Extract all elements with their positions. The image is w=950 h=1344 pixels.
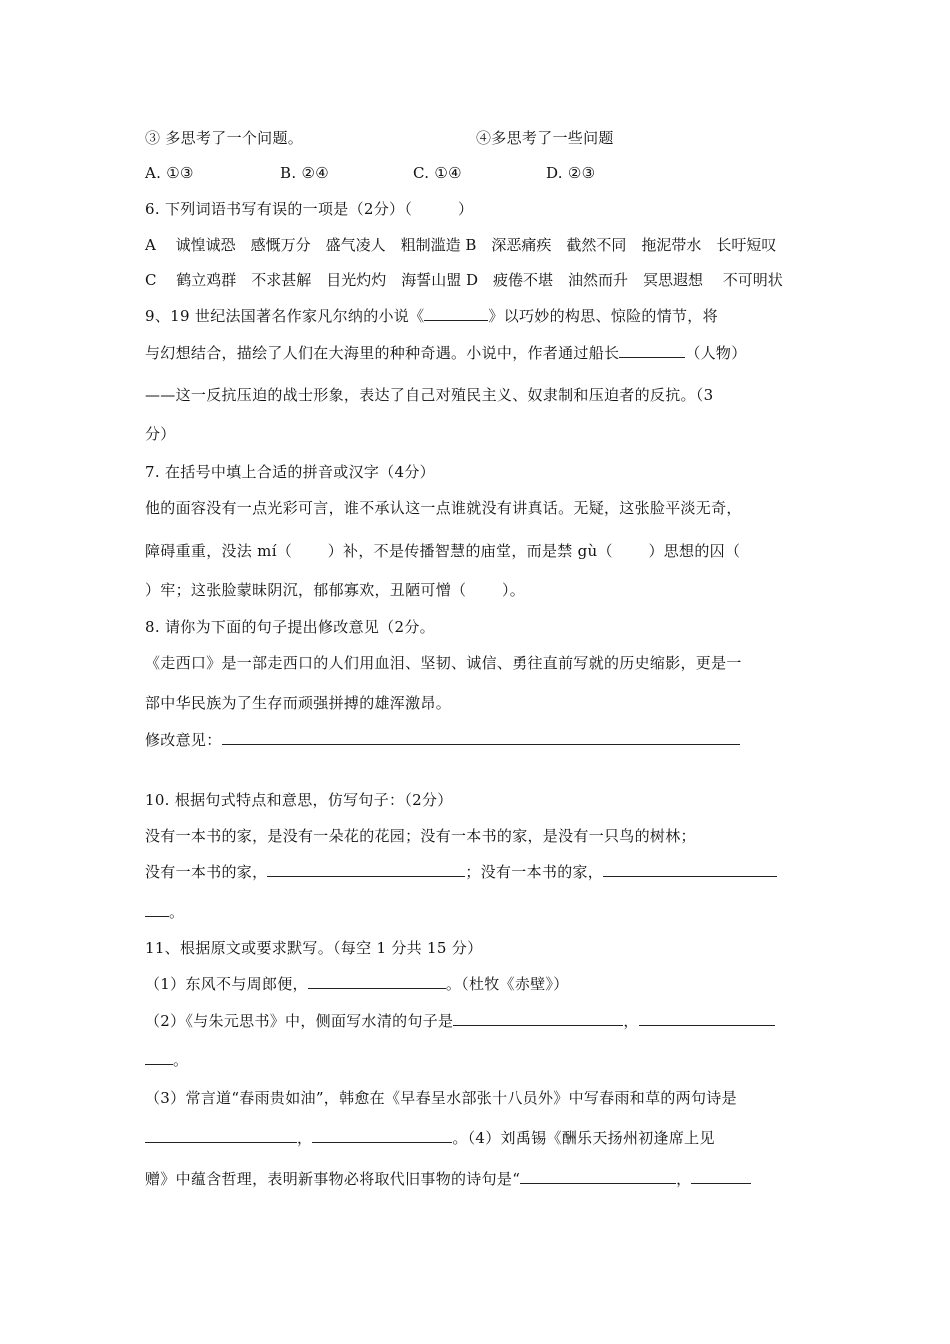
q10-blank-2[interactable] [603,862,777,877]
q9-line-1 [145,306,810,326]
revision-blank[interactable] [222,730,740,745]
q11-2-blank-2[interactable] [639,1011,775,1026]
q11-4-text-2: 赠》中蕴含哲理，表明新事物必将取代旧事物的诗句是“ [145,1170,521,1188]
q11-2-text: （2）《与朱元思书》中，侧面写水清的句子是 [145,1012,454,1030]
q10-period: 。 [169,903,185,921]
q10-stem: 10. 根据句式特点和意思，仿写句子：（2分） [145,791,453,809]
q10-example: 没有一本书的家，是没有一朵花的花园；没有一本书的家，是没有一只鸟的树林； [145,827,696,845]
q11-3-blank-1[interactable] [145,1128,297,1143]
choice-d: D. ②③ [546,164,596,182]
q7-stem: 7. 在括号中填上合适的拼音或汉字（4分） [145,463,435,481]
q9-text-4: （人物） [685,344,747,362]
q11-4-comma: ， [676,1170,692,1188]
q6-line-1: A 诚惶诚恐 感慨万分 盛气凌人 粗制滥造 B 深恶痛疾 截然不同 拖泥带水 长吁短叹 [145,236,777,254]
q11-2-period: 。 [173,1051,189,1069]
q11-2-blank-2-continued[interactable] [145,1050,173,1065]
q11-item-2-continue [145,1050,810,1070]
revision-label: 修改意见： [145,731,222,749]
q10-text-1: 没有一本书的家， [145,863,268,881]
q9-text-2: 》以巧妙的构思、惊险的情节，将 [488,307,718,325]
q11-item-3: （3）常言道“春雨贵如油”，韩愈在《早春呈水部张十八员外》中写春雨和草的两句诗是 [145,1089,737,1107]
q11-1-source: 。（杜牧《赤壁》） [445,975,569,993]
choice-a: A. ①③ [145,164,194,182]
q9-text-1: 9、19 世纪法国著名作家凡尔纳的小说《 [145,307,425,325]
q7-line-1: 他的面容没有一点光彩可言，谁不承认这一点谁就没有讲真话。无疑，这张脸平淡无奇， [145,499,742,517]
q9-text-3: 与幻想结合，描绘了人们在大海里的种种奇遇。小说中，作者通过船长 [145,344,620,362]
q11-item-1 [145,974,810,994]
q11-1-blank[interactable] [308,974,446,989]
q8-line-1: 《走西口》是一部走西口的人们用血泪、坚韧、诚信、勇往直前写就的历史缩影，更是一 [145,654,742,672]
option-4: ④多思考了一些问题 [476,129,614,147]
q11-3-comma: ， [297,1129,313,1147]
q11-item-3-answer [145,1128,810,1148]
q11-item-2 [145,1011,810,1031]
q11-4-text: 。（4）刘禹锡《酬乐天扬州初逢席上见 [452,1129,715,1147]
q11-3-blank-2[interactable] [312,1128,452,1143]
choice-b: B. ②④ [280,164,329,182]
q11-4-blank-1[interactable] [520,1169,676,1184]
q9-line-2 [145,343,810,363]
q9-line-3: ——这一反抗压迫的战士形象，表达了自己对殖民主义、奴隶制和压迫者的反抗。（3 [145,386,714,404]
q5-option-row-1 [145,128,810,148]
q10-blank-1[interactable] [267,862,465,877]
q10-continue-row [145,902,810,922]
q8-line-2: 部中华民族为了生存而顽强拼搏的雄浑激昂。 [145,694,452,712]
q11-item-4 [145,1169,810,1189]
q7-line-2: 障碍重重，没法 mí（ ）补，不是传播智慧的庙堂，而是禁 gù（ ）思想的囚（ [145,542,741,560]
q6-line-2: C 鹤立鸡群 不求甚解 目光灼灼 海誓山盟 D 疲倦不堪 油然而升 冥思遐想 不可明状 [145,271,783,289]
q11-2-comma: ， [623,1012,639,1030]
q8-revision-row [145,730,810,750]
q7-line-3: ）牢；这张脸蒙昧阴沉，郁郁寡欢，丑陋可憎（ ）。 [145,581,526,599]
q10-answer-row [145,862,810,882]
q11-1-text: （1）东风不与周郎便， [145,975,308,993]
q6-stem: 6. 下列词语书写有误的一项是（2分）（ ） [145,200,474,218]
q11-stem: 11、根据原文或要求默写。（每空 1 分共 15 分） [145,939,483,957]
q10-blank-2-continued[interactable] [145,902,169,917]
choice-c: C. ①④ [413,164,462,182]
q8-stem: 8. 请你为下面的句子提出修改意见（2分。 [145,618,435,636]
q9-line-4: 分） [145,425,176,443]
q11-2-blank-1[interactable] [453,1011,623,1026]
novel-title-blank[interactable] [424,306,488,321]
option-3: ③ 多思考了一个问题。 [145,129,304,147]
captain-name-blank[interactable] [619,343,685,358]
q10-text-2: ；没有一本书的家， [465,863,604,881]
q11-4-blank-2[interactable] [691,1169,751,1184]
